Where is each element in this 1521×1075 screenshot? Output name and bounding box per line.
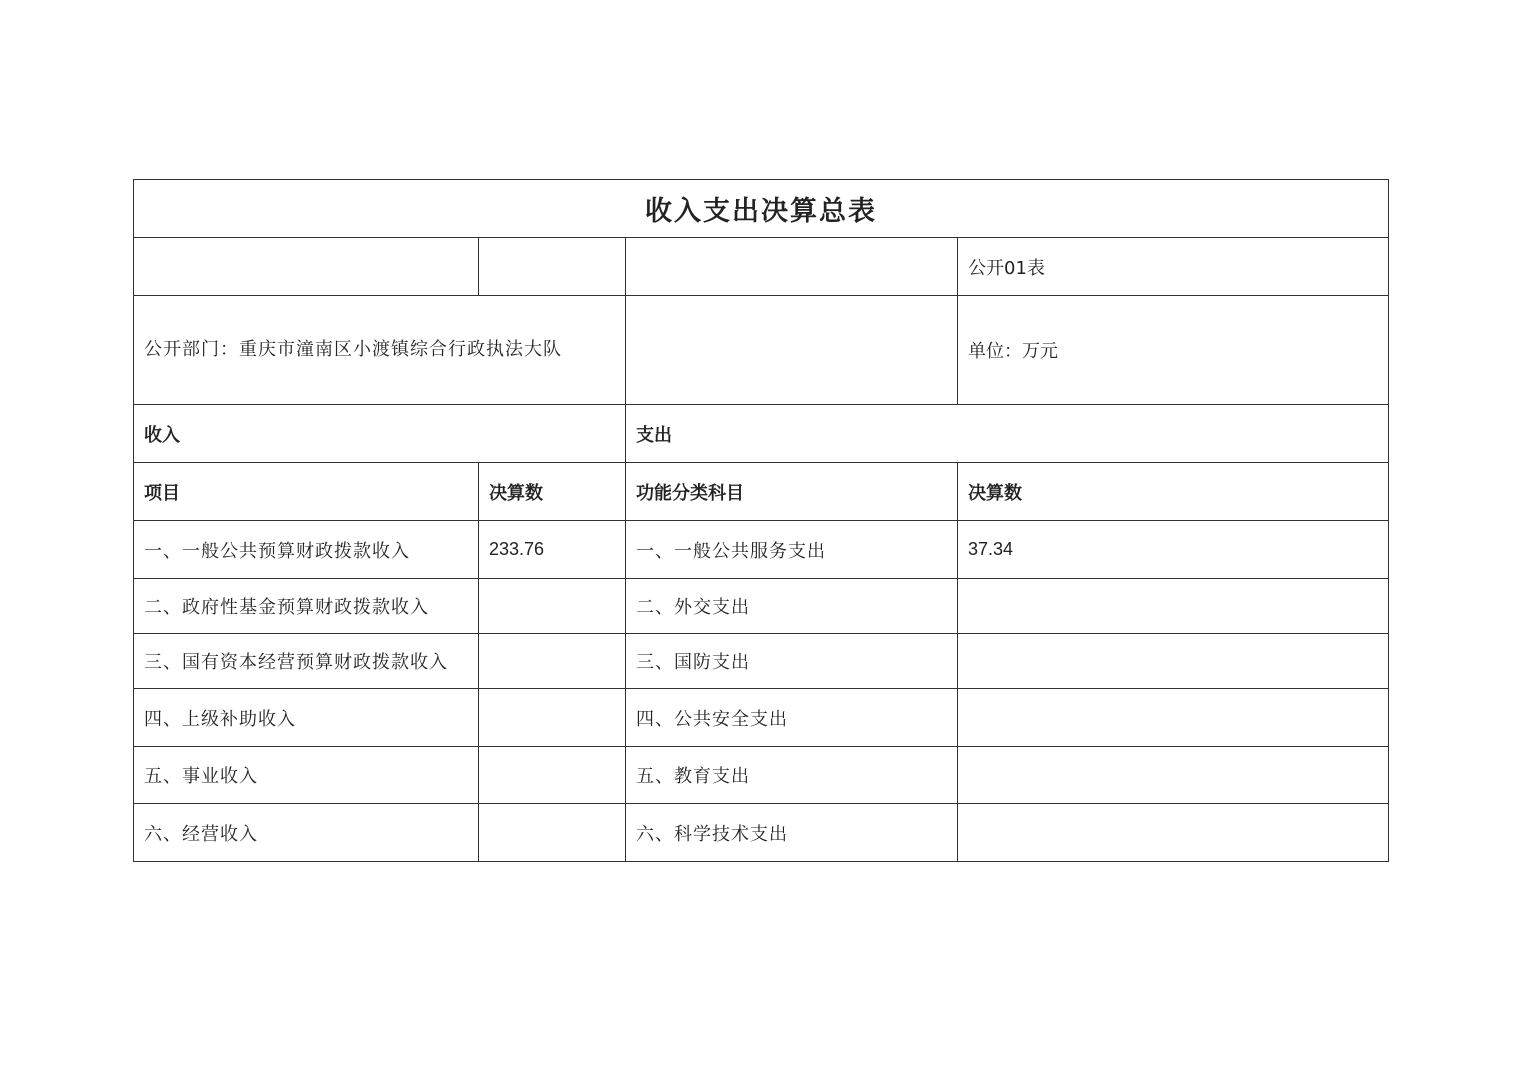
- income-amount: [479, 804, 626, 862]
- expense-item: 五、教育支出: [626, 747, 958, 804]
- empty-cell: [626, 238, 958, 296]
- expense-item: 二、外交支出: [626, 579, 958, 634]
- expense-item: 六、科学技术支出: [626, 804, 958, 862]
- expense-amount-header: 决算数: [958, 463, 1389, 521]
- income-item: 六、经营收入: [134, 804, 479, 862]
- department-label: 公开部门：重庆市潼南区小渡镇综合行政执法大队: [134, 296, 626, 405]
- table-row: [134, 634, 1389, 689]
- income-amount: [479, 747, 626, 804]
- income-item: 四、上级补助收入: [134, 689, 479, 747]
- column-header-row: [134, 463, 1389, 521]
- income-section-header: 收入: [134, 405, 626, 463]
- table-title: 收入支出决算总表: [134, 180, 1389, 238]
- expense-category-header: 功能分类科目: [626, 463, 958, 521]
- income-item: 二、政府性基金预算财政拨款收入: [134, 579, 479, 634]
- income-amount: 233.76: [479, 521, 626, 579]
- expense-item: 四、公共安全支出: [626, 689, 958, 747]
- expense-amount: [958, 747, 1389, 804]
- expense-amount: 37.34: [958, 521, 1389, 579]
- income-amount-header: 决算数: [479, 463, 626, 521]
- table-row: [134, 689, 1389, 747]
- income-amount: [479, 689, 626, 747]
- income-expense-summary-table: [133, 179, 1389, 862]
- unit-label: 单位：万元: [958, 296, 1389, 405]
- income-item: 五、事业收入: [134, 747, 479, 804]
- expense-amount: [958, 579, 1389, 634]
- table-row: [134, 521, 1389, 579]
- section-row: [134, 405, 1389, 463]
- expense-amount: [958, 634, 1389, 689]
- income-item: 三、国有资本经营预算财政拨款收入: [134, 634, 479, 689]
- expense-amount: [958, 689, 1389, 747]
- table-row: [134, 747, 1389, 804]
- expense-section-header: 支出: [626, 405, 1389, 463]
- title-row: [134, 180, 1389, 238]
- empty-cell: [479, 238, 626, 296]
- expense-amount: [958, 804, 1389, 862]
- expense-item: 三、国防支出: [626, 634, 958, 689]
- income-amount: [479, 579, 626, 634]
- department-row: [134, 296, 1389, 405]
- income-amount: [479, 634, 626, 689]
- table-code: 公开01表: [958, 238, 1389, 296]
- table-row: [134, 804, 1389, 862]
- table-row: [134, 579, 1389, 634]
- code-row: [134, 238, 1389, 296]
- expense-item: 一、一般公共服务支出: [626, 521, 958, 579]
- income-item: 一、一般公共预算财政拨款收入: [134, 521, 479, 579]
- income-item-header: 项目: [134, 463, 479, 521]
- empty-cell: [626, 296, 958, 405]
- empty-cell: [134, 238, 479, 296]
